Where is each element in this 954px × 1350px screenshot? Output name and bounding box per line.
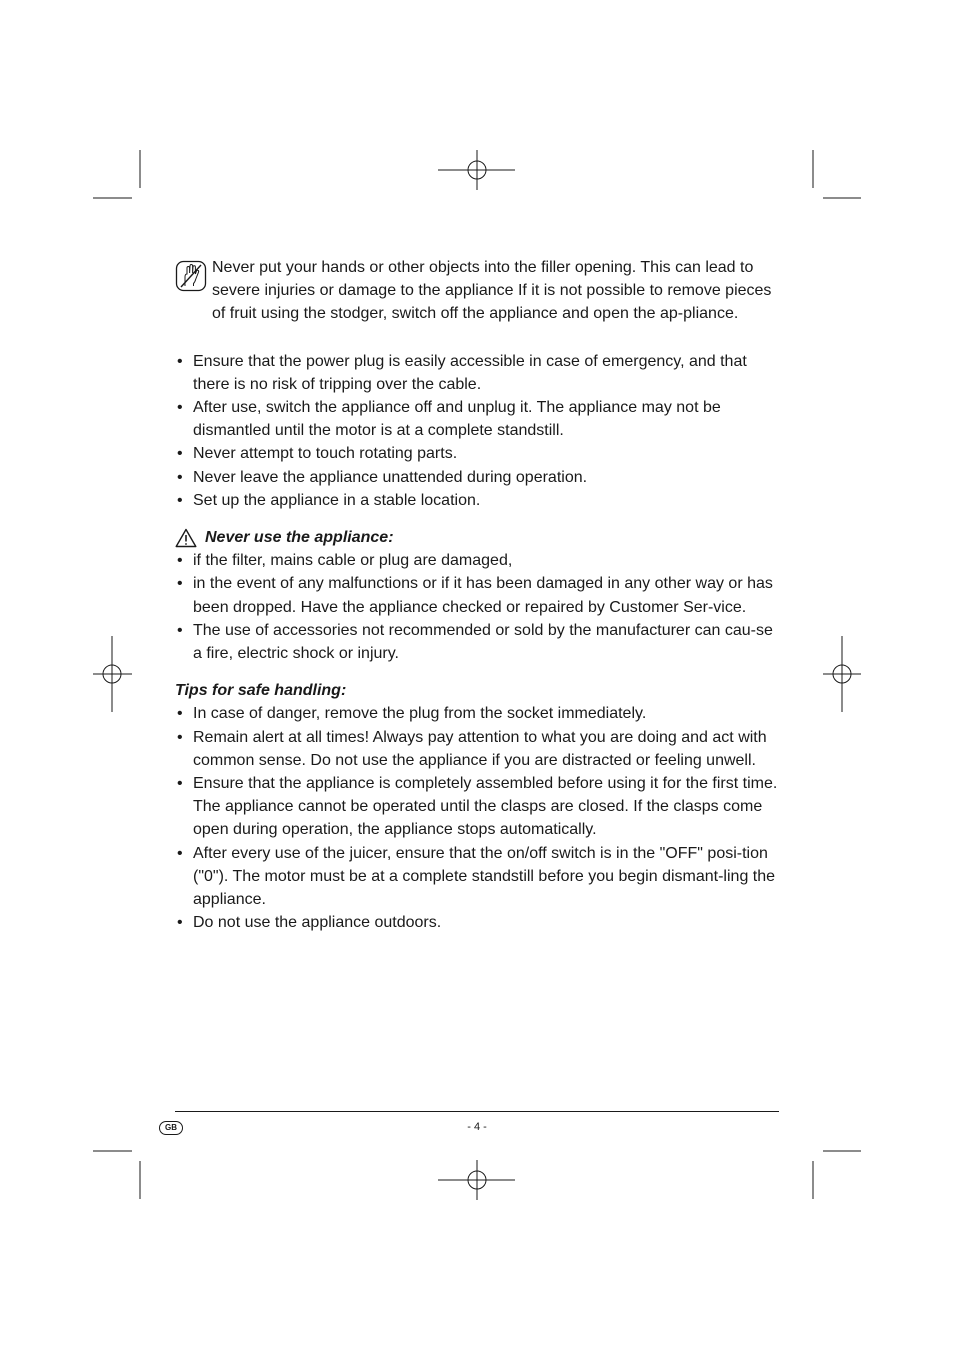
page-number: - 4 - xyxy=(467,1121,487,1133)
safety-content xyxy=(175,256,780,934)
list-item: • Never leave the appliance unattended during operation. xyxy=(175,466,780,489)
list-item: • Ensure that the appliance is completely assembled before using it for the first time. The appliance cannot be operated until the clasps are closed. If the clasps come open during operation, the appliance stops automatically. xyxy=(175,772,780,842)
list-item: • After use, switch the appliance off and unplug it. The appliance may not be dismantled until the motor is at a complete standstill. xyxy=(175,396,780,442)
list-item: • if the filter, mains cable or plug are damaged, xyxy=(175,549,780,572)
tips-heading xyxy=(175,679,780,702)
never-use-heading-text: Never use the appliance: xyxy=(205,529,394,547)
list-item: • in the event of any malfunctions or if it has been damaged in any other way or has been dropped. Have the appliance checked or repaired by Customer Ser-vice. xyxy=(175,572,780,618)
list-item: • Remain alert at all times! Always pay attention to what you are doing and act with common sense. Do not use the appliance if you are distracted or feeling unwell. xyxy=(175,726,780,772)
notice-text: Never put your hands or other objects into the filler opening. This can lead to severe injuries or damage to the appliance If it is not possible to remove pieces of fruit using the stodger, switch off the appliance and open the ap-pliance. xyxy=(212,259,772,323)
no-hands-in-opening-icon xyxy=(175,260,207,292)
warning-triangle-icon xyxy=(175,528,197,548)
general-safety-list xyxy=(175,350,780,512)
footer-divider xyxy=(175,1111,779,1112)
list-item: • Set up the appliance in a stable location. xyxy=(175,489,780,512)
list-item: • Do not use the appliance outdoors. xyxy=(175,911,780,934)
list-item: • Ensure that the power plug is easily accessible in case of emergency, and that there is no risk of tripping over the cable. xyxy=(175,350,780,396)
list-item: • After every use of the juicer, ensure that the on/off switch is in the "OFF" posi-tion ("0"). The motor must be at a complete standstill before you begin dismant-ling the appliance. xyxy=(175,842,780,912)
never-use-heading xyxy=(175,526,780,549)
list-item: • Never attempt to touch rotating parts. xyxy=(175,442,780,465)
language-badge: GB xyxy=(159,1121,183,1135)
never-use-list xyxy=(175,549,780,665)
list-item: • The use of accessories not recommended or sold by the manufacturer can cau-se a fire, electric shock or injury. xyxy=(175,619,780,665)
hands-warning-notice xyxy=(175,256,780,326)
tips-heading-text: Tips for safe handling: xyxy=(175,682,347,700)
list-item: • In case of danger, remove the plug from the socket immediately. xyxy=(175,702,780,725)
tips-list xyxy=(175,702,780,934)
